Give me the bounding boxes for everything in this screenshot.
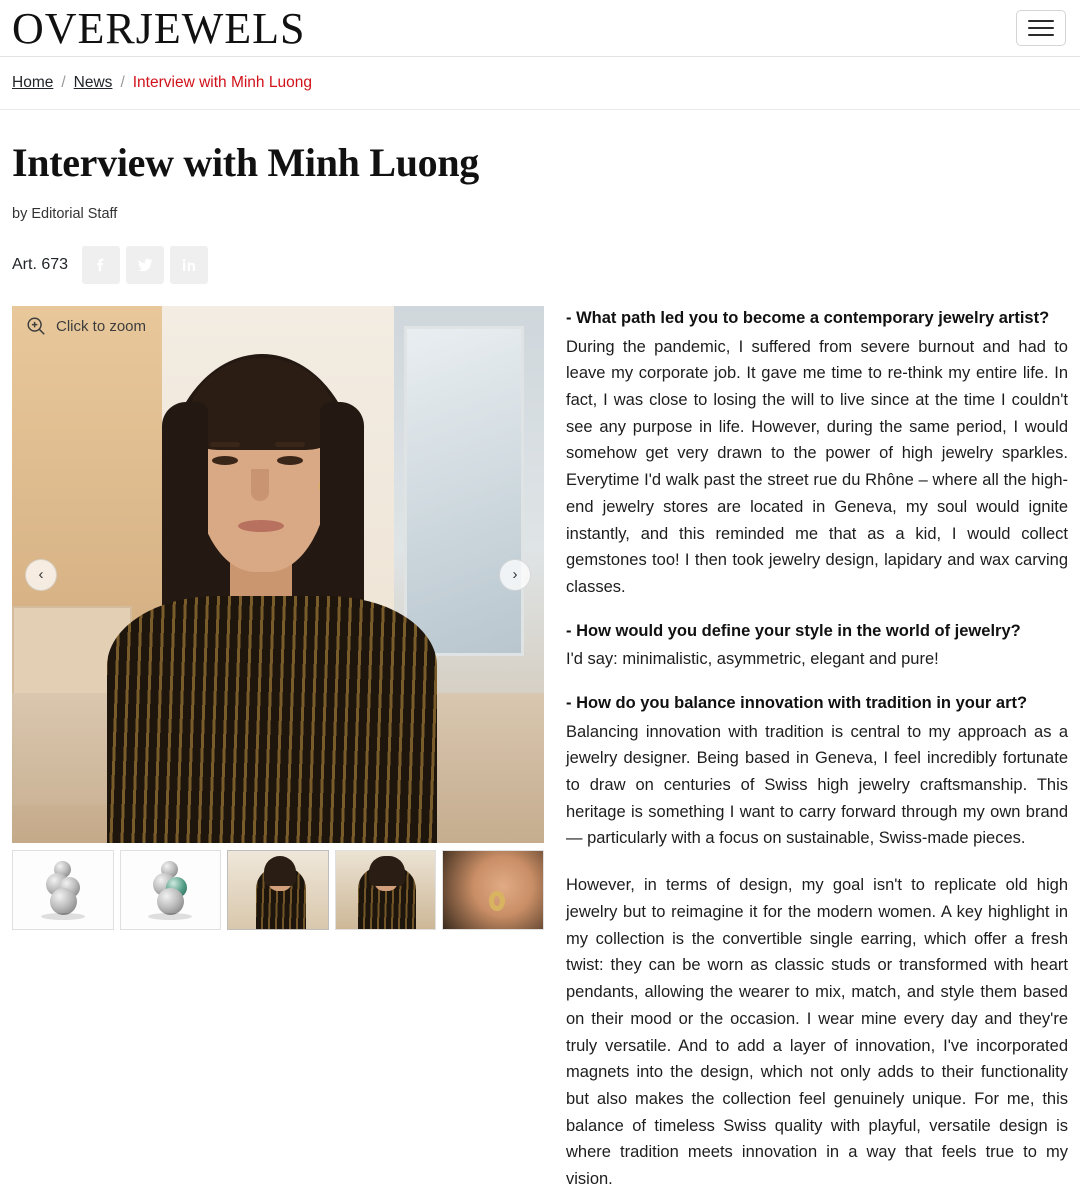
interview-block <box>566 306 1068 601</box>
interview-answer: However, in terms of design, my goal isn't to replicate old high jewelry but to reimagine it for the modern women. A key highlight in my collection is the convertible single earring, which offer a fresh twist: they can be worn as classic studs or transformed with heart pendants, allowing the wearer to mix, match, and style them based on their mood or the occasion. I wear mine every day and they're truly versatile. And to add a layer of innovation, I've incorporated magnets into the design, which not only adds to their functionality but also makes the collection feel genuinely unique. For me, this balance of timeless Swiss quality with playful, versatile design is where tradition meets innovation in a way that feels true to my vision. <box>566 876 1068 1189</box>
hamburger-bar-icon <box>1028 20 1054 22</box>
page-title: Interview with Minh Luong <box>12 140 479 185</box>
breadcrumb <box>0 57 1080 110</box>
facebook-share-button[interactable] <box>82 246 120 284</box>
main-photo-image <box>12 306 544 843</box>
site-header <box>0 0 1080 57</box>
interview-answer: During the pandemic, I suffered from severe burnout and had to leave my corporate job. It gave me time to re-think my entire life. In fact, I was close to losing the will to live since at the time I couldn't see any purpose in life. However, during the same period, I would somehow get very drawn to the power of high jewelry sparkles. Everytime I'd walk past the street rue du Rhône – where all the high-end jewelry stores are located in Geneva, my soul would ignite instantly, and this reminded me that as a kid, I would collect gemstones too! I then took jewelry design, lapidary and wax carving classes. <box>566 337 1068 597</box>
interview-answer: Balancing innovation with tradition is central to my approach as a jewelry designer. Being based in Geneva, I feel incredibly fortunate to draw on centuries of Swiss high jewelry craftsmanship. This heritage is something I want to carry forward through my own brand — particularly with a focus on sustainable, Swiss-made pieces. <box>566 722 1068 848</box>
gallery-prev-button[interactable]: ‹ <box>25 559 57 591</box>
site-logo[interactable]: OVERJEWELS <box>12 4 306 53</box>
breadcrumb-link-home[interactable]: Home <box>12 74 54 91</box>
magnifier-plus-icon <box>24 314 48 338</box>
share-row <box>12 246 1068 284</box>
article-byline: by Editorial Staff <box>12 206 118 222</box>
thumb-pearl-sculpture-silver[interactable] <box>12 850 114 930</box>
breadcrumb-link-news[interactable]: News <box>73 74 113 91</box>
twitter-share-button[interactable] <box>126 246 164 284</box>
hamburger-bar-icon <box>1028 34 1054 36</box>
gallery-next-button[interactable]: › <box>499 559 531 591</box>
breadcrumb-current: Interview with Minh Luong <box>132 74 312 91</box>
thumb-portrait-medium[interactable] <box>335 850 437 930</box>
article-body <box>0 306 1080 1193</box>
interview-text <box>566 306 1068 1193</box>
interview-block <box>566 619 1068 673</box>
menu-toggle-button[interactable] <box>1016 10 1066 46</box>
zoom-hint-label: Click to zoom <box>56 317 147 335</box>
hamburger-bar-icon <box>1028 27 1054 29</box>
interview-question: - How would you define your style in the world of jewelry? <box>566 621 1021 640</box>
interview-question: - How do you balance innovation with tradition in your art? <box>566 694 1028 713</box>
linkedin-icon <box>180 256 198 274</box>
linkedin-share-button[interactable] <box>170 246 208 284</box>
share-buttons <box>82 246 208 284</box>
breadcrumb-separator: / <box>61 74 66 91</box>
interview-block <box>566 691 1068 1193</box>
zoom-hint[interactable] <box>12 306 158 346</box>
breadcrumb-separator: / <box>120 74 125 91</box>
main-photo[interactable] <box>12 306 544 843</box>
interview-question: - What path led you to become a contemporary jewelry artist? <box>566 309 1050 327</box>
facebook-icon <box>92 256 110 274</box>
twitter-icon <box>136 256 154 274</box>
thumb-pearl-sculpture-green[interactable] <box>120 850 222 930</box>
article-code: Art. 673 <box>12 256 69 273</box>
interview-answer: I'd say: minimalistic, asymmetric, elegant and pure! <box>566 650 939 669</box>
gallery <box>12 306 544 930</box>
thumb-portrait-wide[interactable] <box>227 850 329 930</box>
thumb-earring-closeup[interactable] <box>442 850 544 930</box>
gallery-thumbnails <box>12 850 544 930</box>
